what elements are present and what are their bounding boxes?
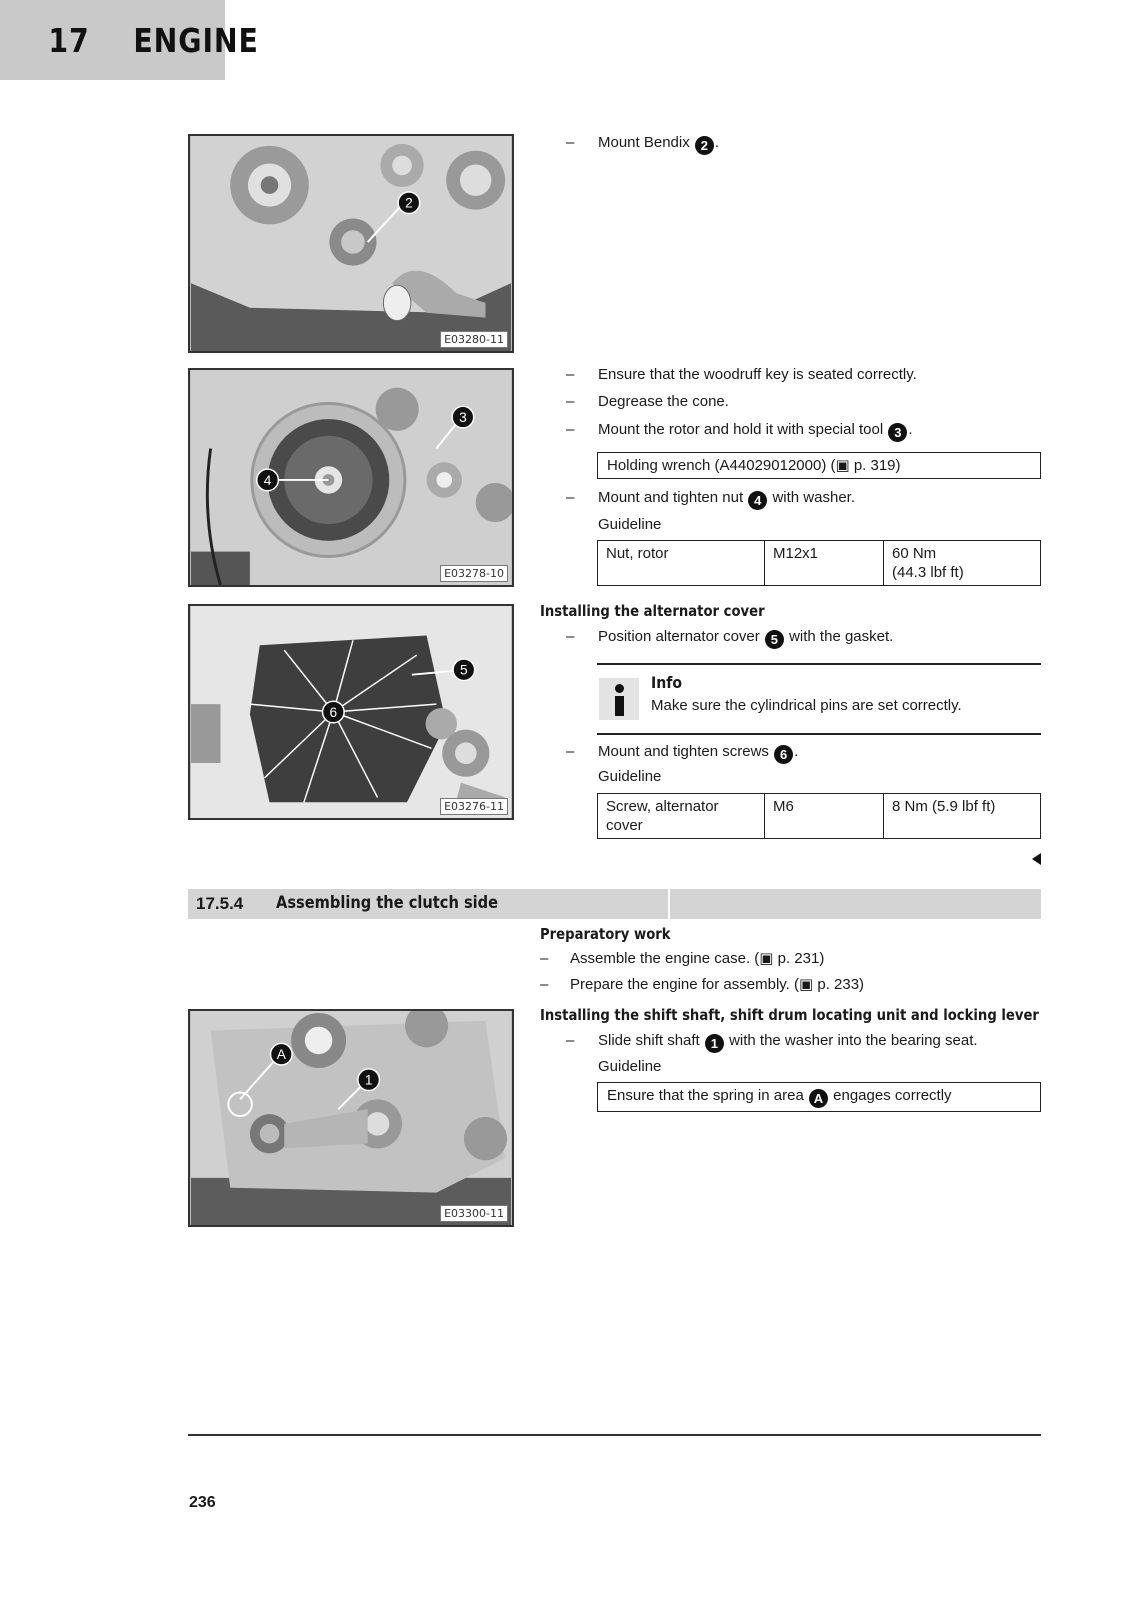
guideline-label: Guideline bbox=[598, 1058, 662, 1075]
chapter-title: ENGINE bbox=[133, 20, 259, 60]
figure-shift-shaft bbox=[188, 1009, 514, 1227]
screw-torque-table bbox=[597, 793, 1041, 839]
ref-5: 5 bbox=[765, 630, 784, 649]
footer-rule bbox=[188, 1434, 1041, 1436]
figure-rotor bbox=[188, 368, 514, 587]
table-cell: M6 bbox=[765, 794, 884, 839]
end-of-section-icon bbox=[1032, 853, 1041, 865]
figure-bendix bbox=[188, 134, 514, 353]
section-title: Assembling the clutch side bbox=[276, 893, 499, 913]
nut-torque-table bbox=[597, 540, 1041, 586]
callout-5: 5 bbox=[460, 662, 468, 678]
ref-2: 2 bbox=[695, 136, 714, 155]
table-cell: 60 Nm (44.3 lbf ft) bbox=[884, 541, 1041, 586]
info-title: Info bbox=[651, 673, 683, 692]
figure-id: E03276-11 bbox=[440, 798, 508, 815]
table-cell: M12x1 bbox=[765, 541, 884, 586]
guideline-label: Guideline bbox=[598, 768, 662, 785]
link-text[interactable]: Assemble the engine case. (▣ p. 231) bbox=[570, 950, 825, 967]
info-note bbox=[597, 663, 1041, 735]
holding-wrench-box: Holding wrench (A44029012000) (▣ p. 319) bbox=[597, 452, 1041, 479]
callout-2: 2 bbox=[405, 195, 413, 211]
heading-shift-shaft: Installing the shift shaft, shift drum locating unit and locking lever bbox=[540, 1006, 1039, 1024]
link-text[interactable]: Prepare the engine for assembly. (▣ p. 233) bbox=[570, 976, 865, 993]
figure-id: E03280-11 bbox=[440, 331, 508, 348]
callout-1: 1 bbox=[364, 1072, 373, 1088]
table-cell: 8 Nm (5.9 lbf ft) bbox=[884, 794, 1041, 839]
ref-3: 3 bbox=[888, 423, 907, 442]
callout-3: 3 bbox=[459, 410, 467, 426]
ref-4: 4 bbox=[748, 491, 767, 510]
callout-6: 6 bbox=[329, 704, 338, 720]
ref-6: 6 bbox=[774, 745, 793, 764]
figure-id: E03278-10 bbox=[440, 565, 508, 582]
info-text: Make sure the cylindrical pins are set correctly. bbox=[651, 697, 962, 714]
spring-guideline-box: Ensure that the spring in area A engages correctly bbox=[597, 1082, 1041, 1112]
callout-4: 4 bbox=[263, 472, 272, 488]
figure-id: E03300-11 bbox=[440, 1205, 508, 1222]
heading-alternator-cover: Installing the alternator cover bbox=[540, 602, 765, 620]
table-cell: Screw, alternator cover bbox=[598, 794, 765, 839]
chapter-number: 17 bbox=[48, 20, 90, 60]
heading-preparatory-work: Preparatory work bbox=[540, 925, 671, 943]
section-number: 17.5.4 bbox=[196, 894, 244, 913]
info-icon bbox=[599, 678, 639, 720]
table-cell: Nut, rotor bbox=[598, 541, 765, 586]
ref-1: 1 bbox=[705, 1034, 724, 1053]
figure-alternator-cover bbox=[188, 604, 514, 820]
chapter-tab bbox=[0, 0, 259, 80]
page-number: 236 bbox=[189, 1494, 216, 1511]
section-header bbox=[188, 889, 1041, 919]
callout-A: A bbox=[276, 1047, 286, 1063]
guideline-label: Guideline bbox=[598, 516, 662, 533]
ref-A: A bbox=[809, 1089, 828, 1108]
